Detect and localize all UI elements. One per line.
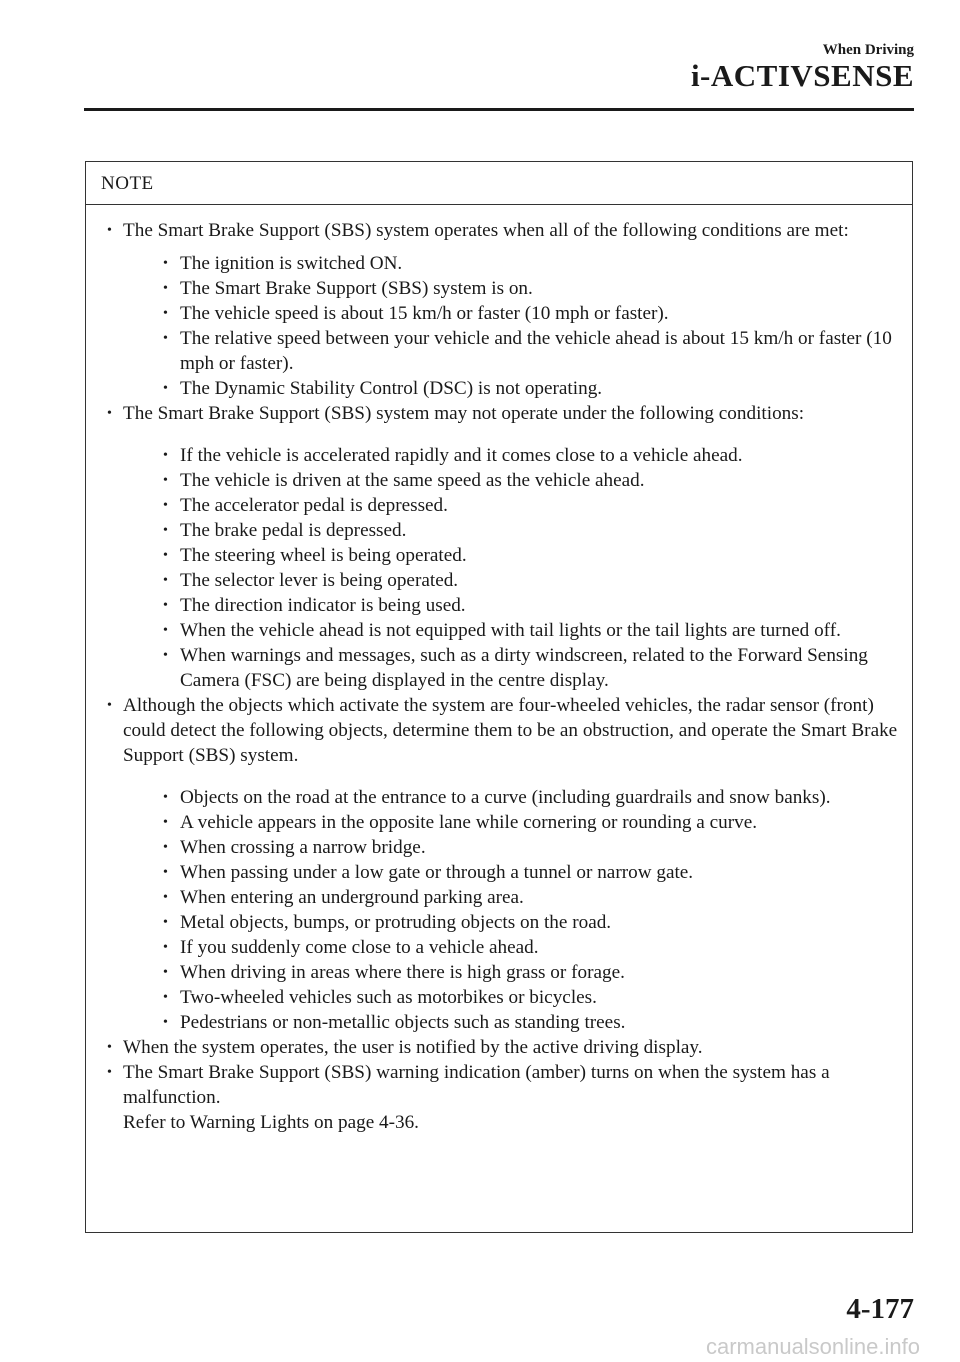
bullet-icon: •	[163, 473, 168, 488]
sub-item	[123, 860, 912, 885]
sub-item	[123, 593, 912, 618]
bullet-icon: •	[163, 865, 168, 880]
note-box	[85, 161, 913, 1233]
sub-item-text: Two-wheeled vehicles such as motorbikes or bicycles.	[180, 987, 597, 1008]
sub-item-text: When the vehicle ahead is not equipped with tail lights or the tail lights are turned off.	[180, 620, 841, 641]
bullet-icon: •	[163, 965, 168, 980]
sub-item-text: When warnings and messages, such as a dirty windscreen, related to the Forward Sensing Camera (FSC) are being displayed in the centre display.	[180, 645, 868, 691]
sub-item	[123, 443, 912, 468]
bullet-icon: •	[107, 223, 112, 238]
sub-item	[123, 301, 912, 326]
header-chapter-title: i-ACTIVSENSE	[690, 58, 914, 93]
bullet-icon: •	[163, 840, 168, 855]
bullet-icon: •	[163, 940, 168, 955]
sub-item	[123, 493, 912, 518]
sub-item	[123, 1010, 912, 1035]
sub-item-text: Metal objects, bumps, or protruding objects on the road.	[180, 912, 612, 933]
bullet-icon: •	[163, 890, 168, 905]
sub-item-text: The selector lever is being operated.	[180, 570, 459, 591]
sub-item-text: When passing under a low gate or through a tunnel or narrow gate.	[180, 862, 694, 883]
sub-item	[123, 326, 912, 376]
sub-item	[123, 643, 912, 693]
note-divider	[86, 204, 912, 205]
note-item-text: Although the objects which activate the system are four-wheeled vehicles, the radar sensor (front) could detect the following objects, determine them to be an obstruction, and operate the Smart Brake Support (SBS) system.	[123, 695, 898, 766]
sub-item	[123, 618, 912, 643]
bullet-icon: •	[107, 406, 112, 421]
sub-item	[123, 960, 912, 985]
sub-item	[123, 251, 912, 276]
bullet-icon: •	[163, 815, 168, 830]
bullet-icon: •	[163, 1015, 168, 1030]
sub-item	[123, 276, 912, 301]
bullet-icon: •	[163, 623, 168, 638]
bullet-icon: •	[163, 548, 168, 563]
note-item	[86, 401, 912, 693]
watermark: carmanualsonline.info	[705, 1334, 920, 1359]
note-item-text: When the system operates, the user is notified by the active driving display.	[123, 1037, 703, 1058]
sub-item-text: The Smart Brake Support (SBS) system is on.	[180, 278, 533, 299]
note-item	[86, 1035, 912, 1060]
sub-item	[123, 376, 912, 401]
page-number: 4-177	[846, 1293, 914, 1325]
sub-item-text: When entering an underground parking area.	[180, 887, 524, 908]
bullet-icon: •	[163, 498, 168, 513]
sub-item-text: If the vehicle is accelerated rapidly and it comes close to a vehicle ahead.	[180, 445, 743, 466]
page-reference-link: Refer to Warning Lights on page 4-36.	[123, 1112, 419, 1133]
sub-item-text: The direction indicator is being used.	[180, 595, 466, 616]
bullet-icon: •	[163, 448, 168, 463]
bullet-icon: •	[107, 1065, 112, 1080]
sub-item	[123, 543, 912, 568]
sub-item	[123, 785, 912, 810]
sub-item-text: The brake pedal is depressed.	[180, 520, 407, 541]
note-item	[86, 1060, 912, 1135]
sub-item-text: The Dynamic Stability Control (DSC) is not operating.	[180, 378, 603, 399]
sub-item	[123, 910, 912, 935]
bullet-icon: •	[163, 523, 168, 538]
sub-item	[123, 935, 912, 960]
sub-item-text: The steering wheel is being operated.	[180, 545, 467, 566]
sub-list	[123, 251, 912, 401]
sub-item	[123, 468, 912, 493]
bullet-icon: •	[163, 306, 168, 321]
note-item	[86, 218, 912, 401]
note-item	[86, 693, 912, 1035]
note-item-text: The Smart Brake Support (SBS) warning indication (amber) turns on when the system has a malfunction.	[123, 1062, 830, 1108]
bullet-icon: •	[163, 281, 168, 296]
bullet-icon: •	[163, 598, 168, 613]
header-section-title: When Driving	[822, 42, 914, 58]
bullet-icon: •	[163, 256, 168, 271]
bullet-icon: •	[107, 1040, 112, 1055]
sub-item-text: Objects on the road at the entrance to a curve (including guardrails and snow banks).	[180, 787, 831, 808]
bullet-icon: •	[163, 990, 168, 1005]
bullet-icon: •	[163, 381, 168, 396]
sub-item-text: The accelerator pedal is depressed.	[180, 495, 448, 516]
sub-list	[123, 785, 912, 1035]
sub-item-text: Pedestrians or non-metallic objects such as standing trees.	[180, 1012, 626, 1033]
sub-item-text: The ignition is switched ON.	[180, 253, 403, 274]
sub-item-text: The vehicle is driven at the same speed as the vehicle ahead.	[180, 470, 645, 491]
sub-item	[123, 985, 912, 1010]
sub-item-text: If you suddenly come close to a vehicle ahead.	[180, 937, 539, 958]
bullet-icon: •	[163, 790, 168, 805]
sub-item	[123, 810, 912, 835]
bullet-icon: •	[163, 648, 168, 663]
bullet-icon: •	[163, 573, 168, 588]
sub-item-text: The vehicle speed is about 15 km/h or faster (10 mph or faster).	[180, 303, 669, 324]
bullet-icon: •	[163, 915, 168, 930]
header-rule	[84, 108, 914, 111]
sub-item	[123, 568, 912, 593]
sub-item-text: A vehicle appears in the opposite lane while cornering or rounding a curve.	[180, 812, 758, 833]
sub-item-text: When crossing a narrow bridge.	[180, 837, 426, 858]
sub-item	[123, 835, 912, 860]
sub-item	[123, 885, 912, 910]
bullet-icon: •	[107, 698, 112, 713]
sub-list	[123, 443, 912, 693]
sub-item	[123, 518, 912, 543]
bullet-icon: •	[163, 331, 168, 346]
note-item-text: The Smart Brake Support (SBS) system may not operate under the following conditions:	[123, 403, 805, 424]
note-title: NOTE	[101, 173, 154, 194]
sub-item-text: The relative speed between your vehicle and the vehicle ahead is about 15 km/h or faster (10 mph or faster).	[180, 328, 892, 374]
note-body	[86, 218, 912, 1135]
note-item-text: The Smart Brake Support (SBS) system operates when all of the following conditions are met:	[123, 220, 849, 241]
sub-item-text: When driving in areas where there is high grass or forage.	[180, 962, 625, 983]
